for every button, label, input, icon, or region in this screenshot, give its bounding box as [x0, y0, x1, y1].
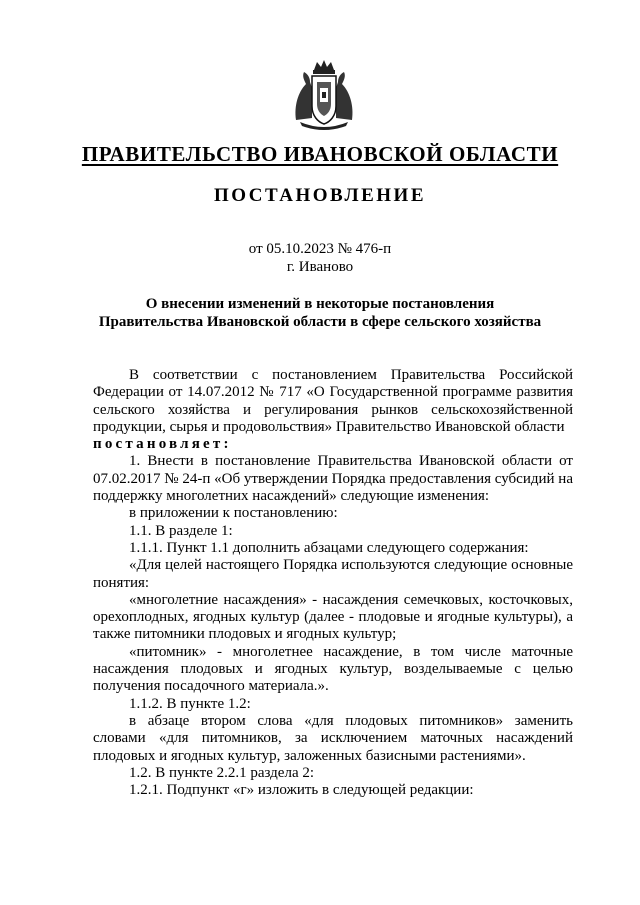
paragraph-7: «питомник» - многолетнее насаждение, в том числе маточные насаждения плодовых и ягодных культур, возделываемые с целью получения посадочного материала.». — [93, 643, 573, 695]
document-subject — [0, 295, 640, 331]
resolves-word — [93, 436, 573, 453]
subject-line-1: О внесении изменений в некоторые постановления — [145, 296, 495, 312]
paragraph-10: 1.2. В пункте 2.2.1 раздела 2: — [129, 764, 315, 781]
paragraph-6: «многолетние насаждения» - насаждения семечковых, косточковых, орехоплодных, ягодных культур (далее - плодовые и ягодные культуры), а также питомники плодовых и ягодных культур; — [93, 591, 573, 643]
paragraph-2: в приложении к постановлению: — [129, 505, 338, 522]
paragraph-3: 1.1. В разделе 1: — [129, 522, 233, 539]
paragraph-9: в абзаце втором слова «для плодовых питомников» заменить словами «для питомников, за исключением маточных насаждений плодовых и ягодных культур, заложенных базисными растениями». — [93, 712, 573, 764]
document-body — [93, 367, 573, 799]
coat-of-arms-emblem — [290, 58, 358, 132]
paragraph-5: «Для целей настоящего Порядка используются следующие основные понятия: — [93, 557, 573, 591]
date-number: от 05.10.2023 № 476-п — [248, 241, 392, 257]
paragraph-4: 1.1.1. Пункт 1.1 дополнить абзацами следующего содержания: — [129, 539, 529, 556]
subject-line-2: Правительства Ивановской области в сфере сельского хозяйства — [98, 314, 542, 330]
paragraph-1: 1. Внести в постановление Правительства Ивановской области от 07.02.2017 № 24-п «Об утверждении Порядка предоставления субсидий на поддержку многолетних насаждений» следующие изменения: — [93, 453, 573, 505]
preamble-paragraph: В соответствии с постановлением Правительства Российской Федерации от 14.07.2012 № 717 «О Государственной программе развития сельского хозяйства и регулирования рынков сельскохозяйственной продукции, сырья и продовольствия» Правительство Ивановской области — [93, 367, 573, 435]
paragraph-11: 1.2.1. Подпункт «г» изложить в следующей редакции: — [129, 782, 474, 799]
government-name: ПРАВИТЕЛЬСТВО ИВАНОВСКОЙ ОБЛАСТИ — [81, 142, 559, 166]
document-type-title: ПОСТАНОВЛЕНИЕ — [213, 185, 427, 206]
document-meta — [0, 240, 640, 276]
paragraph-8: 1.1.2. В пункте 1.2: — [129, 695, 251, 712]
resolves-text: постановляет: — [93, 436, 232, 453]
city: г. Иваново — [286, 259, 354, 275]
